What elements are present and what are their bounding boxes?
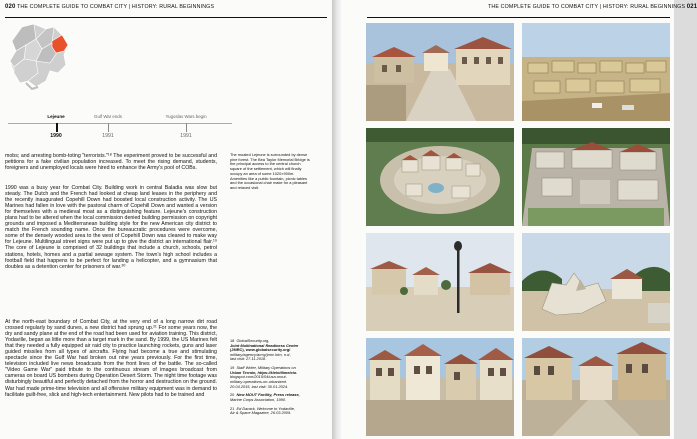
text-line: by dense pine forest. The Bea Taylor (230, 152, 308, 162)
text-line: building permission on copyright grounds and imposed a Mediterranean (5, 215, 217, 228)
text-line: occupy an area of some 1020×900m. (230, 170, 295, 176)
right-page (341, 0, 697, 439)
text-line: 32 buildings that include a church, schools, petrol stations, hotels, homes (5, 245, 217, 258)
photo-town-houses (366, 338, 514, 436)
text-line: themselves with a medieval moat as a distinguishing feature. Lejeune's (13, 209, 187, 216)
text-line: of the settlement, which will finally (243, 166, 302, 172)
endnote-20: 20 New MOUT Facility, Press release, Marine Corps Association, 1990. (230, 392, 300, 402)
text-line: access to the central church square (230, 161, 301, 172)
text-line: become a true and stimulating spectacle since the Gulf War had broken (5, 349, 217, 362)
timeline-tick (108, 123, 109, 132)
text-line: more than a target mark in the sand. By 1999, the US Marines felt that (5, 337, 217, 350)
right-header-rule (367, 17, 670, 18)
timeline-event-label: Gulf War ends (94, 114, 122, 119)
photo-lejeune-street (366, 23, 514, 121)
text-line: War" paid tribute to the continuous stream of images broadcast from (40, 367, 217, 374)
text-line: to make way for Lejeune. Multilingual street signs were put up to give (5, 233, 217, 246)
text-line: At the north-east boundary of Combat City, at the very end of a long (5, 319, 176, 325)
text-line: they needed a fully equipped air raid city to practice launching rockets, (15, 343, 181, 350)
timeline-event-label: Yugoslav Wars begin (165, 114, 207, 119)
body-paragraph-1 (5, 153, 217, 171)
text-line: and all offensive military equipment was in demand to facilitate guilt-free, (5, 385, 218, 398)
text-line: Amenities like a public fountain, (230, 175, 285, 181)
text-line: To meet the rising demand, students, foreigners and unemployed locals (5, 159, 217, 172)
endnotes (230, 339, 318, 420)
text-line: picnic tables and the occasional chair (230, 175, 308, 186)
text-line: broadcasts from the front lines of the battle. The so-called "Video Game (5, 361, 218, 374)
photo-lejeune-aerial-square (522, 128, 670, 226)
timeline-event-label: Lejeune (47, 114, 65, 119)
text-line: the district an international flair.¹⁹ The core of Lejeune is comprised of (5, 239, 218, 252)
text-line: of the densely wooded area to the west of Copehill Down was cleared (19, 233, 186, 240)
left-header-title: THE COMPLETE GUIDE TO COMBAT CITY | HISTORY: RURAL BEGINNINGS (17, 4, 215, 10)
text-line: to be successful and petitions for a fake civilian population increased. (5, 153, 217, 166)
text-line: sounding name. Once the bureaucratic procedures were overcome, some (5, 227, 217, 240)
right-header-title: THE COMPLETE GUIDE TO COMBAT CITY | HISTORY: RURAL BEGINNINGS (488, 4, 686, 10)
text-line: leases in the periphery and the recently inaugurated Copehill Down had (5, 191, 217, 204)
photo-caption (230, 153, 312, 191)
body-paragraph-2 (5, 185, 217, 270)
text-line: slick and high-tech entertainment. New pilots had to be trained and (49, 391, 205, 398)
text-line: construction plans had to be altered when the local commission denied (5, 209, 218, 222)
text-line: Memorial Bridge is the principal (230, 156, 310, 167)
photo-street-with-cyclists (522, 338, 670, 436)
text-line: with the pastoral charm of Copehill Down and wanted a version for (5, 203, 217, 216)
text-line: 1990 was a busy year for Combat City. Building work in central Baladia (5, 185, 183, 191)
photo-lejeune-aerial-pool (366, 128, 514, 226)
text-line: time footage was disturbingly beautiful and perfectly detached from the (5, 373, 217, 386)
lamp-post (457, 247, 460, 313)
text-line: had been used for aviation training. This district, Yodaville, began as little (5, 331, 218, 344)
text-line: horror and destruction on the ground. War had made prime-time television (5, 379, 217, 392)
text-line: that doubles as a detention center for prisoners of war.²⁰ (5, 257, 217, 270)
timeline-year: 1991 (180, 133, 192, 139)
text-line: were hired to enhance the Army's pool of COBs. (84, 165, 197, 172)
photo-yodaville-aerial-row (522, 23, 670, 121)
timeline-tick (186, 123, 187, 132)
photo-lejeune-lamp-square (366, 233, 514, 331)
text-line: The moated Lejeune is surrounded (230, 152, 291, 157)
endnote-19: 19 Staff Writer, Military Operations on Urban Terrain, https://kleinitlimeicio. blogspot.com/2015/04/usa-mout- military-operations-on-urbanized. 20.04.2015, last visit: 30.01.2024. (230, 365, 298, 389)
text-line: out nine years previously. For the first time, television included live news (5, 355, 217, 368)
locator-map (6, 21, 72, 91)
timeline-year: 1990 (50, 133, 62, 139)
timeline-tick (56, 123, 58, 132)
text-line: guns and laser guided missiles from all types of aircrafts. Flying had (5, 343, 217, 356)
book-gutter (332, 0, 341, 439)
photo-ruined-village (522, 233, 670, 331)
timeline-year: 1991 (102, 133, 114, 139)
left-page (0, 0, 332, 439)
right-page-number: 021 (686, 4, 697, 10)
text-line: and a partial sewage system. The town's high school includes a football (5, 251, 217, 264)
text-line: boosted local construction activity. The US Marines had fallen in love (5, 197, 217, 210)
text-line: up.²¹ For some years now, the dry and sandy plane at the end of the road (5, 325, 217, 338)
endnote-21: 21 Ed Darack, Welcome to Yodaville, Air & Space Magazine, 26.03.2009. (230, 405, 295, 416)
left-page-number: 020 (5, 4, 16, 10)
text-line: narrow dirt road crossed regularly by sand dunes, a new district had sprung (5, 319, 218, 332)
timeline-axis (8, 123, 232, 124)
endnote-18: 18 GlobalSecurity.org, Joint Multinational Readiness Centre (JMRC), www.globalsecurity.org/ military/agency/army/jmrc.htm, n.d., last visit: 27.11.2018. (230, 338, 299, 362)
text-line: mobs; and arresting bomb-toting "terrorists."¹⁸ The experiment proved (5, 153, 168, 159)
left-header-rule (5, 17, 327, 18)
text-line: cameras on board US bombers during Operation Desert Storm. The night (5, 373, 176, 380)
left-running-header (5, 4, 214, 16)
text-line: building style for the new American city district to match the French (5, 221, 217, 234)
right-running-header (488, 4, 697, 16)
body-paragraph-3 (5, 319, 217, 398)
text-line: make for a pleasant and relaxed visit. (230, 180, 308, 190)
text-line: field that happens to be perfect for landing a helicopter, and a gymnasium (24, 257, 206, 264)
timeline (8, 112, 232, 144)
text-line: was slow but steady. The Dutch and the French had looked at cheap land (5, 185, 217, 198)
